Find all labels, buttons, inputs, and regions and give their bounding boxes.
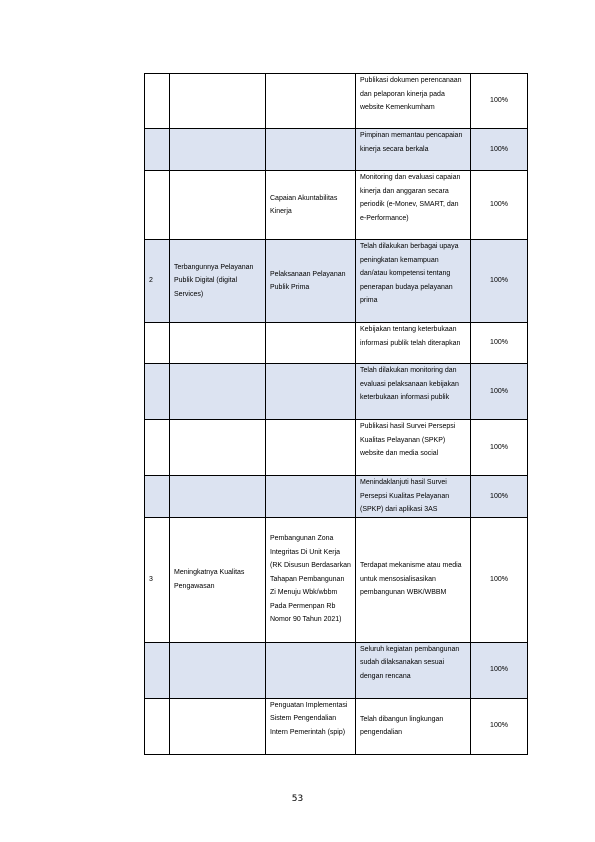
target-cell: 100% [471,364,528,420]
plan-cell: Kebijakan tentang keterbukaan informasi publik telah diterapkan [356,323,471,364]
table-row [145,698,528,754]
plan-cell: Telah dilakukan monitoring dan evaluasi pelaksanaan kebijakan keterbukaan informasi publik [356,364,471,420]
goal-cell [170,364,266,420]
target-cell: 100% [471,642,528,698]
goal-cell [170,476,266,518]
target-cell: 100% [471,171,528,240]
table-row [145,323,528,364]
table-row [145,476,528,518]
indicator-cell: Penguatan Implementasi Sistem Pengendalian Intern Pemerintah (spip) [266,698,356,754]
plan-cell: Telah dibangun lingkungan pengendalian [356,698,471,754]
table-row [145,129,528,171]
target-cell: 100% [471,698,528,754]
plan-cell: Seluruh kegiatan pembangunan sudah dilaksanakan sesuai dengan rencana [356,642,471,698]
table-row [145,642,528,698]
row-number-cell [145,129,170,171]
row-number-cell [145,642,170,698]
indicator-cell [266,323,356,364]
indicator-cell [266,642,356,698]
plan-cell: Monitoring dan evaluasi capaian kinerja dan anggaran secara periodik (e-Monev, SMART, dan e-Performance) [356,171,471,240]
indicator-cell [266,476,356,518]
goal-cell [170,698,266,754]
indicator-cell [266,129,356,171]
goal-cell [170,420,266,476]
row-number-cell: 2 [145,240,170,323]
row-number-cell [145,364,170,420]
row-number-cell: 3 [145,517,170,642]
table-row [145,74,528,129]
target-cell: 100% [471,240,528,323]
goal-cell [170,323,266,364]
indicator-cell: Pembangunan Zona Integritas Di Unit Kerja (RK Disusun Berdasarkan Tahapan Pembangunan Zi Menuju Wbk/wbbm Pada Permenpan Rb Nomor 90 Tahun 2021) [266,517,356,642]
table-row [145,240,528,323]
goal-cell [170,171,266,240]
row-number-cell [145,323,170,364]
indicator-cell [266,420,356,476]
indicator-cell: Pelaksanaan Pelayanan Publik Prima [266,240,356,323]
row-number-cell [145,698,170,754]
target-cell: 100% [471,476,528,518]
goal-cell: Terbangunnya Pelayanan Publik Digital (digital Services) [170,240,266,323]
table-row [145,171,528,240]
plan-cell: Menindaklanjuti hasil Survei Persepsi Kualitas Pelayanan (SPKP) dari aplikasi 3AS [356,476,471,518]
indicator-cell [266,364,356,420]
row-number-cell [145,74,170,129]
goal-cell [170,642,266,698]
row-number-cell [145,171,170,240]
page-number: 53 [291,794,304,804]
target-cell: 100% [471,420,528,476]
goal-cell [170,74,266,129]
target-cell: 100% [471,323,528,364]
plan-cell: Telah dilakukan berbagai upaya peningkatan kemampuan dan/atau kompetensi tentang penerapan budaya pelayanan prima [356,240,471,323]
target-cell: 100% [471,129,528,171]
target-cell: 100% [471,74,528,129]
goal-cell: Meningkatnya Kualitas Pengawasan [170,517,266,642]
row-number-cell [145,420,170,476]
plan-cell: Publikasi dokumen perencanaan dan pelaporan kinerja pada website Kemenkumham [356,74,471,129]
target-cell: 100% [471,517,528,642]
plan-cell: Pimpinan memantau pencapaian kinerja secara berkala [356,129,471,171]
table-row [145,364,528,420]
plan-cell: Terdapat mekanisme atau media untuk mensosialisasikan pembangunan WBK/WBBM [356,517,471,642]
indicator-cell [266,74,356,129]
row-number-cell [145,476,170,518]
performance-plan-table [144,73,528,755]
table-row [145,517,528,642]
goal-cell [170,129,266,171]
table-row [145,420,528,476]
plan-cell: Publikasi hasil Survei Persepsi Kualitas Pelayanan (SPKP) website dan media social [356,420,471,476]
indicator-cell: Capaian Akuntabilitas Kinerja [266,171,356,240]
